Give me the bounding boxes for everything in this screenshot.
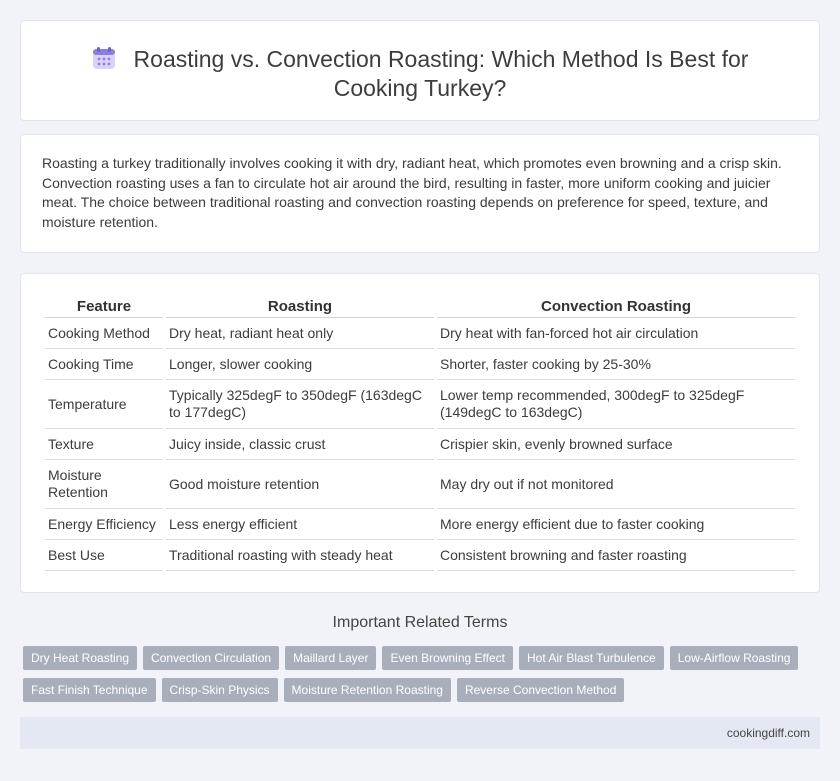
table-cell: Shorter, faster cooking by 25-30% [437, 349, 795, 380]
table-cell: Lower temp recommended, 300degF to 325degF (149degC to 163degC) [437, 380, 795, 429]
page-title [21, 45, 819, 103]
page-title-text: Roasting vs. Convection Roasting: Which Method Is Best for Cooking Turkey? [133, 46, 749, 101]
table-cell: Consistent browning and faster roasting [437, 540, 795, 571]
table-cell: Less energy efficient [166, 509, 434, 540]
related-term-tag[interactable]: Hot Air Blast Turbulence [519, 646, 664, 670]
comparison-table-card [20, 273, 820, 593]
related-term-tag[interactable]: Even Browning Effect [382, 646, 513, 670]
footer-site-link[interactable]: cookingdiff.com [726, 726, 810, 740]
table-header-row [45, 296, 795, 318]
title-card [20, 20, 820, 121]
table-row [45, 429, 795, 460]
table-cell: Best Use [45, 540, 163, 571]
table-row [45, 460, 795, 509]
table-row [45, 540, 795, 571]
table-cell: Dry heat with fan-forced hot air circulation [437, 318, 795, 349]
table-row [45, 318, 795, 349]
intro-card [20, 134, 820, 253]
table-cell: Typically 325degF to 350degF (163degC to 177degC) [166, 380, 434, 429]
table-cell: Temperature [45, 380, 163, 429]
related-term-tag[interactable]: Low-Airflow Roasting [670, 646, 799, 670]
related-term-tag[interactable]: Convection Circulation [143, 646, 279, 670]
related-term-tag[interactable]: Crisp-Skin Physics [162, 678, 278, 702]
header-roasting: Roasting [166, 296, 434, 318]
related-term-tag[interactable]: Moisture Retention Roasting [284, 678, 451, 702]
calendar-icon [92, 46, 116, 70]
table-cell: Cooking Time [45, 349, 163, 380]
related-term-tag[interactable]: Dry Heat Roasting [23, 646, 137, 670]
intro-paragraph: Roasting a turkey traditionally involves cooking it with dry, radiant heat, which promotes even browning and a crisp skin. Convection roasting uses a fan to circulate hot air around the bird, resulting in faster, more uniform cooking and juicier meat. The choice between traditional roasting and convection roasting depends on preference for speed, texture, and moisture retention. [42, 155, 782, 230]
table-cell: More energy efficient due to faster cooking [437, 509, 795, 540]
table-cell: Crispier skin, evenly browned surface [437, 429, 795, 460]
table-row [45, 380, 795, 429]
header-convection-roasting: Convection Roasting [437, 296, 795, 318]
table-cell: Texture [45, 429, 163, 460]
header-feature: Feature [45, 296, 163, 318]
related-terms-list [23, 646, 813, 710]
related-term-tag[interactable]: Maillard Layer [285, 646, 376, 670]
table-cell: Energy Efficiency [45, 509, 163, 540]
table-cell: Moisture Retention [45, 460, 163, 509]
table-cell: May dry out if not monitored [437, 460, 795, 509]
table-cell: Juicy inside, classic crust [166, 429, 434, 460]
footer [20, 717, 820, 749]
table-cell: Good moisture retention [166, 460, 434, 509]
related-term-tag[interactable]: Fast Finish Technique [23, 678, 156, 702]
table-row [45, 349, 795, 380]
related-term-tag[interactable]: Reverse Convection Method [457, 678, 624, 702]
table-cell: Dry heat, radiant heat only [166, 318, 434, 349]
related-terms-title: Important Related Terms [332, 614, 508, 631]
table-row [45, 509, 795, 540]
table-cell: Longer, slower cooking [166, 349, 434, 380]
comparison-table [42, 296, 798, 571]
table-cell: Traditional roasting with steady heat [166, 540, 434, 571]
table-cell: Cooking Method [45, 318, 163, 349]
